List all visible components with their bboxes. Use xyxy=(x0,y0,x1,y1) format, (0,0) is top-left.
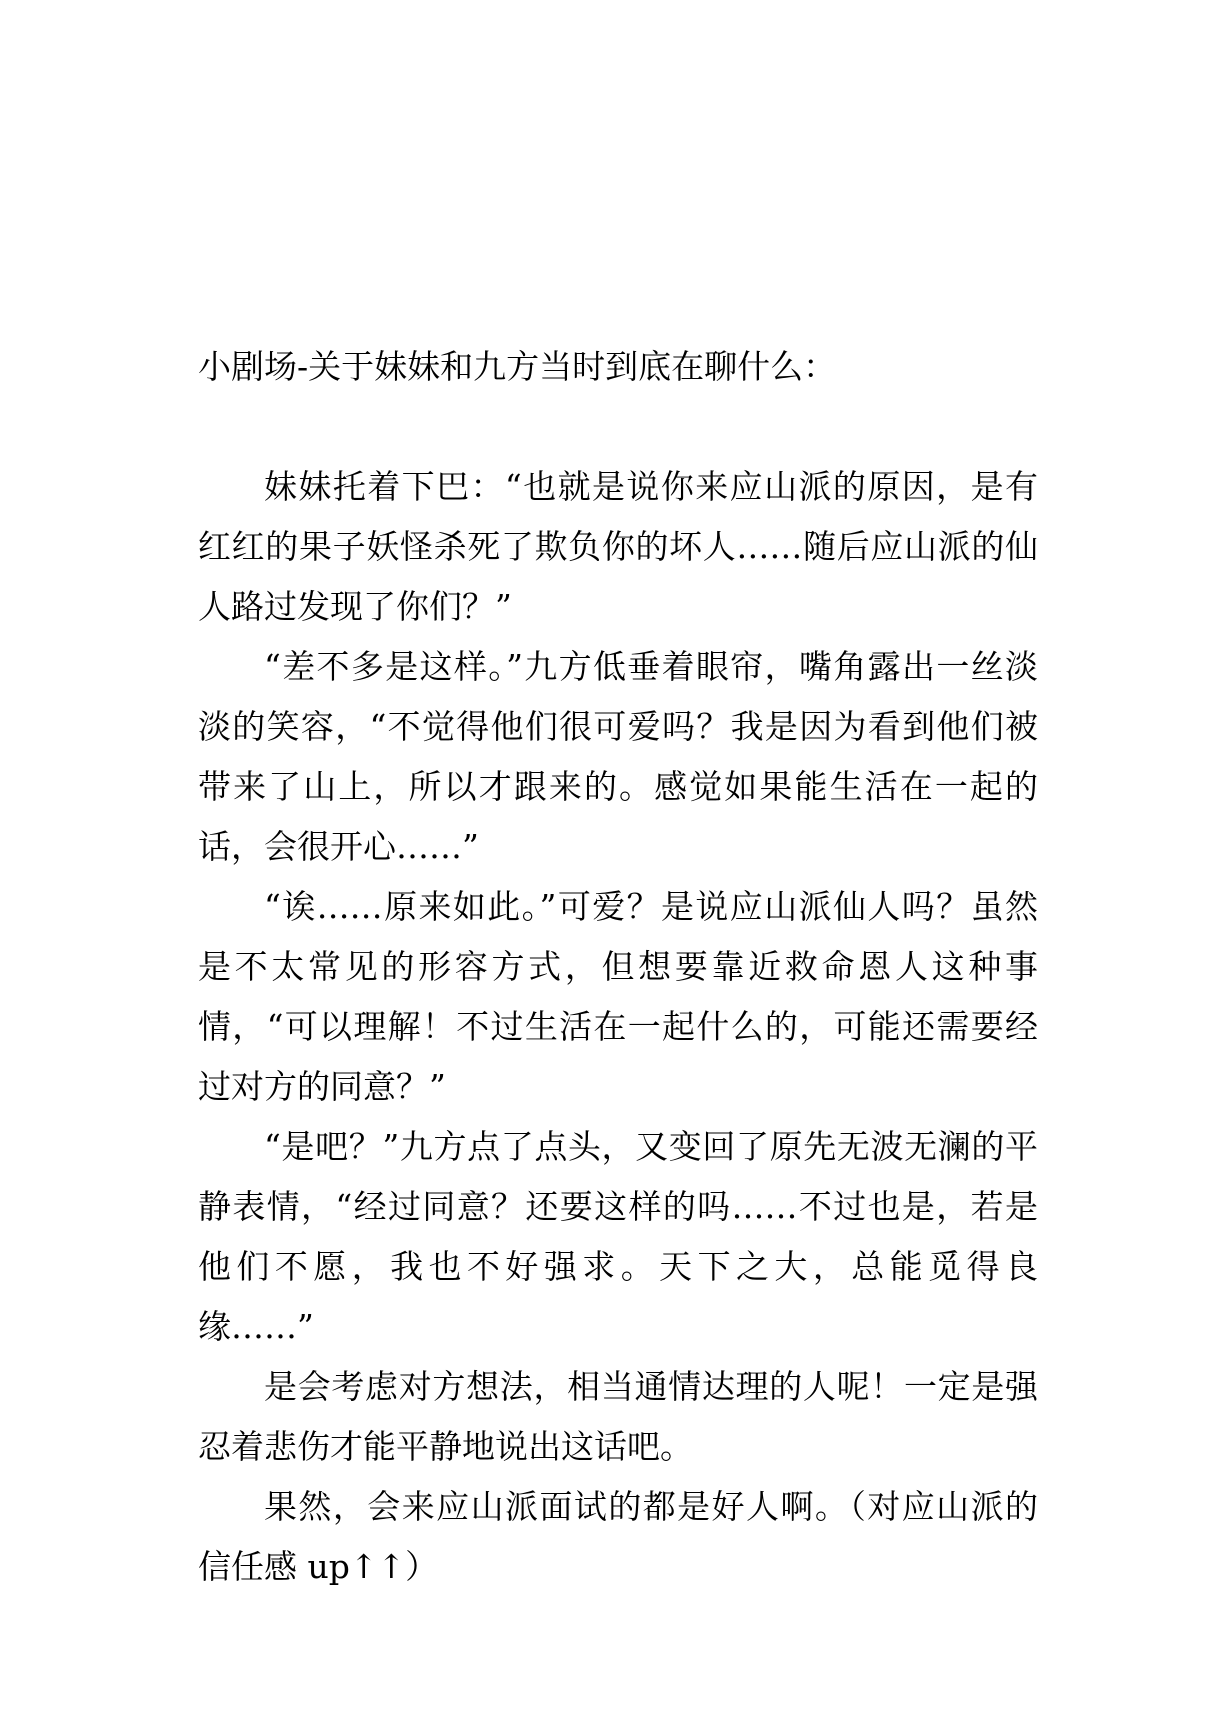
story-title: 小剧场-关于妹妹和九方当时到底在聊什么： xyxy=(198,347,837,386)
story-paragraph: “诶……原来如此。”可爱？是说应山派仙人吗？虽然是不太常见的形容方式，但想要靠近救命恩人这种事情，“可以理解！不过生活在一起什么的，可能还需要经过对方的同意？” xyxy=(198,887,1038,1106)
story-paragraph: 是会考虑对方想法，相当通情达理的人呢！一定是强忍着悲伤才能平静地说出这话吧。 xyxy=(198,1367,1038,1466)
story-paragraph: 果然，会来应山派面试的都是好人啊。（对应山派的信任感 up↑↑） xyxy=(198,1487,1038,1586)
story-paragraph: “差不多是这样。”九方低垂着眼帘，嘴角露出一丝淡淡的笑容，“不觉得他们很可爱吗？我是因为看到他们被带来了山上，所以才跟来的。感觉如果能生活在一起的话，会很开心……” xyxy=(198,647,1038,866)
blank-line xyxy=(198,397,1038,457)
story-paragraph: “是吧？”九方点了点头，又变回了原先无波无澜的平静表情，“经过同意？还要这样的吗……不过也是，若是他们不愿，我也不好强求。天下之大，总能觅得良缘……” xyxy=(198,1127,1038,1346)
story-paragraph: 妹妹托着下巴：“也就是说你来应山派的原因，是有红红的果子妖怪杀死了欺负你的坏人……随后应山派的仙人路过发现了你们？” xyxy=(198,467,1038,626)
story-text-block xyxy=(198,337,1038,1597)
